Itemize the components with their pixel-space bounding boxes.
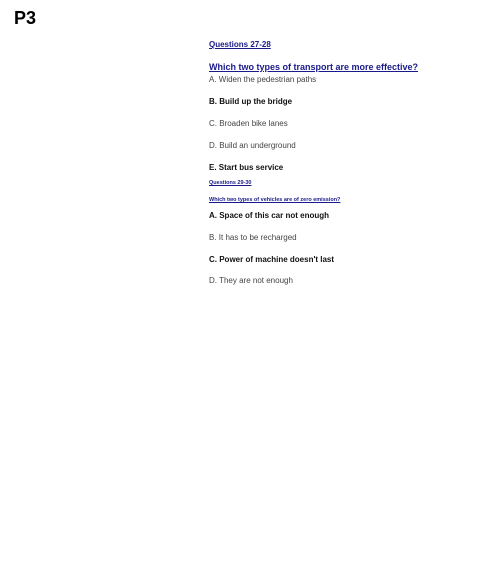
option-27-a: A. Widen the pedestrian paths (209, 75, 317, 84)
option-29-c: C. Power of machine doesn't last (209, 255, 335, 264)
option-27-b: B. Build up the bridge (209, 97, 293, 106)
questions-29-30-header: Questions 29-30 (209, 180, 252, 186)
questions-27-28-prompt: Which two types of transport are more effective? (209, 62, 419, 72)
option-27-e: E. Start bus service (209, 163, 284, 172)
questions-29-30-prompt: Which two types of vehicles are of zero emission? (209, 197, 341, 203)
questions-27-28-header: Questions 27-28 (209, 40, 271, 49)
page-title: P3 (14, 8, 37, 28)
option-29-b: B. It has to be recharged (209, 233, 297, 242)
option-29-d: D. They are not enough (209, 276, 293, 285)
option-29-a: A. Space of this car not enough (209, 211, 330, 220)
option-27-c: C. Broaden bike lanes (209, 119, 288, 128)
option-27-d: D. Build an underground (209, 141, 296, 150)
